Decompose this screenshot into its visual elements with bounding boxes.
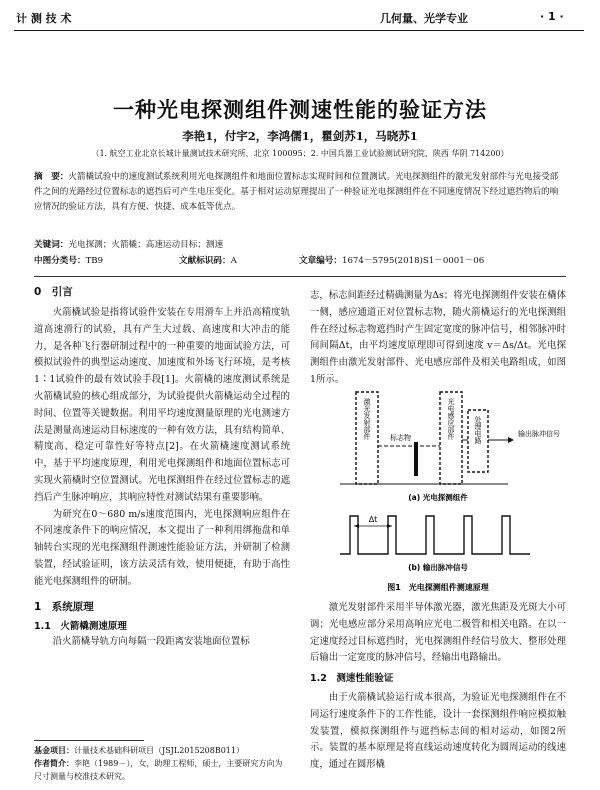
author-bio-label: 作者简介： (34, 758, 74, 768)
dt-arrow-left-head (354, 524, 359, 528)
abstract-label: 摘 要： (34, 172, 69, 182)
fund-text: 计量技术基础科研项目（JSJL2015208B011） (74, 746, 244, 755)
laser-label: 激光发射部件 (363, 398, 371, 440)
abstract-rule (34, 276, 566, 277)
doc-label: 文献标识码： (179, 256, 231, 266)
output-arrow-head (508, 437, 514, 443)
output-label: 输出脉冲信号 (518, 430, 560, 438)
footnote-rule (34, 740, 144, 741)
dt-label: Δt (368, 515, 378, 524)
page-number: · 1 · (540, 10, 564, 23)
keywords-label: 关键词： (34, 240, 69, 250)
footnote (34, 744, 290, 783)
affiliations: （1. 航空工业北京长城计量测试技术研究所，北京 100095；2. 中国兵器工业试验测试研究院，陕西 华阴 714200） (91, 149, 509, 158)
subfig-a-caption: (a) 光电探测组件 (408, 493, 468, 502)
section-1-heading: 1 系统原理 (34, 600, 94, 613)
intro-paragraph-2: 为研究在0～680 m/s速度范围内，光电探测响应组件在不同速度条件下的响应情况，本文提出了一种利用绑拖盘和单轴转台实现的光电探测组件测速性能验证方法，并研制了检测装置，经试验证明，该方法灵活有效，使用便捷，有助于高性能光电探测组件的研制。 (34, 508, 290, 587)
fund-label: 基金项目： (34, 745, 74, 755)
header-rule (14, 30, 584, 31)
left-column (34, 284, 290, 650)
doc-value: A (230, 256, 237, 266)
art-label: 文章编号： (299, 256, 342, 266)
right-column-top (310, 288, 566, 389)
marker-block (414, 442, 418, 476)
authors: 李艳1，付宇2，李鸿儒1，瞿剑苏1，马晓苏1 (182, 129, 418, 143)
subfig-b-caption: (b) 输出脉冲信号 (408, 563, 468, 572)
keywords-text: 光电探测；火箭橇；高速运动目标；测速 (68, 240, 224, 250)
subsection-1-2-heading: 1.2 测速性能验证 (310, 673, 394, 685)
subsection-1-1-text: 沿火箭橇导轨方向每隔一段距离安装地面位置标 (52, 635, 250, 647)
abstract-text: 火箭橇试验中的速度测试系统利用光电探测组件和地面位置标志实现时间和位置测试。光电探测组件的激光发射部件与光电接受部件之间的光路经过位置标志的遮挡后可产生电压变化。基于相对运动原理提出了一种验证光电探测组件在不同速度情况下经过遮挡物后的响应情况的验证方法，具有方便、快捷、成本低等优点。 (34, 172, 559, 212)
paper-title: 一种光电探测组件测速性能的验证方法 (113, 98, 487, 122)
intro-text (34, 305, 290, 591)
keywords (34, 238, 223, 250)
abstract (34, 170, 566, 215)
laser-paragraph: 激光发射部件采用半导体激光器，激光焦距及光斑大小可调；光电感应部分采用高响应光电二极管和相关电路。在以一定速度经过目标遮挡时，光电探测组件经信号放大、整形处理后输出一定宽度的脉冲信号，经输出电路输出。 (310, 602, 566, 664)
clc-label: 中图分类号： (34, 256, 86, 266)
section-0-heading: 0 引言 (34, 286, 73, 298)
intro-paragraph-1: 火箭橇试验是指将试验件安装在专用滑车上并沿高精度轨道高速滑行的试验，具有产生大过载、高速度和大冲击的能力，是各种飞行器研制过程中的一种重要的地面试验方法，可模拟试验件的典型运动速度、加速度和外场飞行环境，是考核1∶1试验件的最有效试验手段[1]。火箭橇的速度测试系统是火箭橇试验的核心组成部分，为试验提供火箭橇运动全过程的时间、位置等关键数据。利用平均速度测量原理的光电测速方法是测量高速运动目标速度的一种有效方法，具有结构简单、精度高、稳定可靠性好等特点[2]。在火箭橇速度测试系统中，基于平均速度原理，利用光电探测组件和地面位置标志可实现火箭橇时空位置测试。光电探测组件在经过位置标志的遮挡后产生脉冲响应，其响应特性对测试结果有重要影响。 (34, 307, 290, 503)
sensor-label: 光电感应部件 (447, 398, 455, 440)
figure-1-caption: 图1 光电探测组件测速原理 (387, 583, 489, 592)
dt-arrow-right-head (387, 524, 392, 528)
issue-label: 几何量、光学专业 (380, 12, 468, 25)
principle-paragraph: 志，标志间距经过精确测量为Δs；将光电探测组件安装在橇体一侧，感应通道正对位置标志物，随火箭橇运行的光电探测组件在经过标志物遮挡时产生固定宽度的脉冲信号，相邻脉冲时间间隔Δt，由平均速度原理即可得到速度 v＝Δs/Δt。光电探测组件由激光发射部件、光电感应部件及相关电路组成，如图1所示。 (310, 290, 566, 385)
figure-1 (310, 384, 566, 596)
journal-name: 计 测 技 术 (16, 12, 72, 25)
clc-value: TB9 (85, 256, 104, 266)
right-column-bottom (310, 600, 566, 774)
marker-label: 标志物 (390, 434, 411, 442)
circuit-label: 处理电路 (474, 416, 482, 444)
subsection-1-1-heading: 1.1 火箭橇测速原理 (34, 620, 127, 632)
subsection-1-2-text: 由于火箭橇试验运行成本很高，为验证光电探测组件在不同运行速度条件下的工作性能，设计一套探测组件响应模拟触发装置，模拟探测组件与遮挡标志间的相对运动，如图2所示。装置的基本原理是将直线运动速度转化为圆周运动的线速度，通过在圆形橇 (310, 691, 566, 771)
author-bio-text: 李艳（1989－），女，助理工程师，硕士，主要研究方向为尺寸测量与校准技术研究。 (34, 759, 283, 781)
art-value: 1674－5795(2018)S1－0001－06 (341, 256, 485, 266)
